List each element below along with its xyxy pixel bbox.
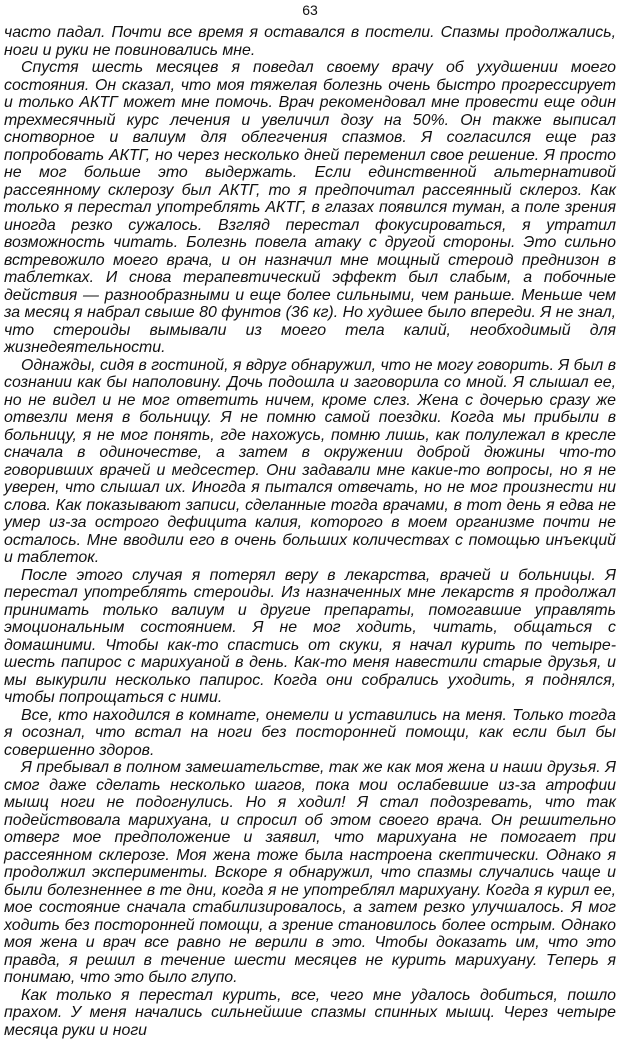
paragraph-6: Я пребывал в полном замешательстве, так же как моя жена и наши друзья. Я смог даже сделать несколько шагов, пока мои ослабевшие из-за атрофии мышц ноги не подогнулись. Но я ходил! Я стал подозревать, что так подействовала марихуана, и спросил об этом своего врача. Он решительно отверг мое предположение и заявил, что марихуана не помогает при рассеянном склерозе. Моя жена тоже была настроена скептически. Однако я продолжил эксперименты. Вскоре я обнаружил, что спазмы случались чаще и были болезненнее в те дни, когда я не употреблял марихуану. Когда я курил ее, мое состояние сначала стабилизировалось, а затем резко улучшалось. Я мог ходить без посторонней помощи, а зрение становилось более острым. Однако моя жена и врач все равно не верили в это. Чтобы доказать им, что это правда, я решил в течение шести месяцев не курить марихуану. Теперь я понимаю, что это было глупо. (4, 759, 616, 987)
body-text (4, 24, 616, 1039)
paragraph-7: Как только я перестал курить, все, чего мне удалось добиться, пошло прахом. У меня начались сильнейшие спазмы спинных мышц. Через четыре месяца руки и ноги (4, 987, 616, 1039)
paragraph-3: Однажды, сидя в гостиной, я вдруг обнаружил, что не могу говорить. Я был в сознании как бы наполовину. Дочь подошла и заговорила со мной. Я слышал ее, но не видел и не мог ответить ничем, кроме слез. Жена с дочерью сразу же отвезли меня в больницу. Я не помню самой поездки. Когда мы прибыли в больницу, я не мог понять, где нахожусь, помню лишь, как полулежал в кресле сначала в одиночестве, а затем в окружении доброй дюжины что-то говоривших врачей и медсестер. Они задавали мне какие-то вопросы, но я не уверен, что слышал их. Иногда я пытался отвечать, но не мог произнести ни слова. Как показывают записи, сделанные тогда врачами, в тот день я едва не умер из-за острого дефицита калия, которого в моем организме почти не осталось. Мне вводили его в очень больших количествах с помощью инъекций и таблеток. (4, 357, 616, 567)
page-number: 63 (0, 2, 620, 18)
paragraph-5: Все, кто находился в комнате, онемели и уставились на меня. Только тогда я осознал, что встал на ноги без посторонней помощи, как если был бы совершенно здоров. (4, 707, 616, 760)
paragraph-2: Спустя шесть месяцев я поведал своему врачу об ухудшении моего состояния. Он сказал, что моя тяжелая болезнь очень быстро прогрессирует и только АКТГ может мне помочь. Врач рекомендовал мне провести еще один трехмесячный курс лечения и увеличил дозу на 50%. Он также выписал снотворное и валиум для облегчения спазмов. Я согласился еще раз попробовать АКТГ, но через несколько дней переменил свое решение. Я просто не мог больше это выдержать. Если единственной альтернативой рассеянному склерозу был АКТГ, то я предпочитал рассеянный склероз. Как только я перестал употреблять АКТГ, в глазах появился туман, а поле зрения иногда резко сужалось. Взгляд перестал фокусироваться, я утратил возможность читать. Болезнь повела атаку с другой стороны. Это сильно встревожило моего врача, и он назначил мне мощный стероид преднизон в таблетках. И снова терапевтический эффект был слабым, а побочные действия — разнообразными и еще более сильными, чем раньше. Меньше чем за месяц я набрал свыше 80 фунтов (36 кг). Но худшее было впереди. Я не знал, что стероиды вымывали из моего тела калий, необходимый для жизнедеятельности. (4, 59, 616, 357)
paragraph-1: часто падал. Почти все время я оставался в постели. Спазмы продолжались, ноги и руки не повиновались мне. (4, 24, 616, 59)
paragraph-4: После этого случая я потерял веру в лекарства, врачей и больницы. Я перестал употреблять стероиды. Из назначенных мне лекарств я продолжал принимать только валиум и другие препараты, помогавшие управлять эмоциональным состоянием. Я не мог ходить, читать, общаться с домашними. Чтобы как-то спастись от скуки, я начал курить по четыре-шесть папирос с марихуаной в день. Как-то меня навестили старые друзья, и мы выкурили несколько папирос. Когда они собрались уходить, я поднялся, чтобы попрощаться с ними. (4, 567, 616, 707)
